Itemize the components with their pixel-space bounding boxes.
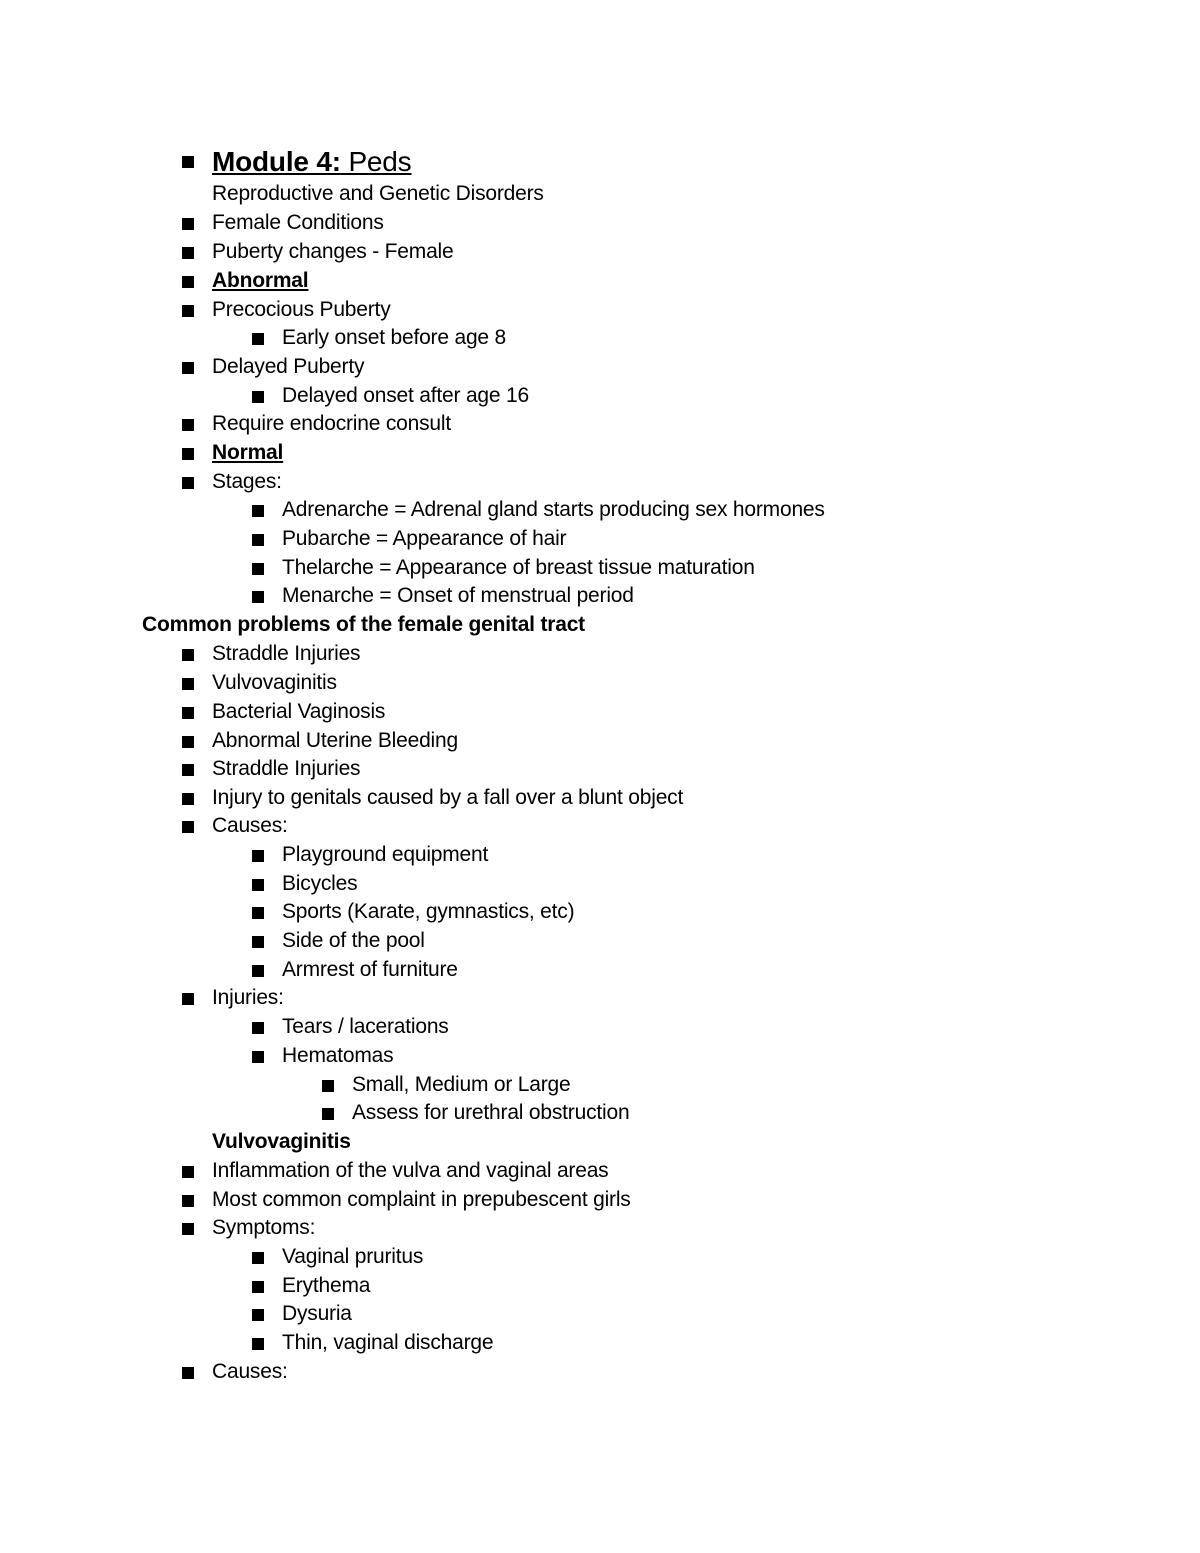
bullet-icon (252, 505, 264, 517)
list-item (212, 1214, 315, 1242)
list-item-text: Adrenarche = Adrenal gland starts producing sex hormones (282, 498, 825, 521)
bullet-icon (182, 448, 194, 460)
list-item (212, 410, 451, 438)
bullet-icon (252, 591, 264, 603)
bullet-icon (182, 793, 194, 805)
list-item (282, 1013, 449, 1041)
list-item-text: Delayed onset after age 16 (282, 384, 529, 407)
list-item-text: Vaginal pruritus (282, 1245, 424, 1268)
bullet-icon (182, 419, 194, 431)
list-item (282, 382, 529, 410)
list-item-text: Causes: (212, 1360, 288, 1383)
list-item-text: Tears / lacerations (282, 1015, 449, 1038)
list-item-text: Sports (Karate, gymnastics, etc) (282, 900, 575, 923)
list-item-text: Require endocrine consult (212, 412, 451, 435)
list-item (282, 1272, 370, 1300)
bullet-icon (182, 247, 194, 259)
list-item (282, 1042, 393, 1070)
list-item (352, 1071, 571, 1099)
list-item-text: Small, Medium or Large (352, 1073, 571, 1096)
bullet-icon (322, 1108, 334, 1120)
subtitle: Reproductive and Genetic Disorders (212, 182, 544, 205)
bullet-icon (182, 1195, 194, 1207)
bullet-icon (252, 1338, 264, 1350)
list-item-text: Delayed Puberty (212, 355, 365, 378)
module-title-topic: Peds (340, 146, 412, 177)
bullet-icon (252, 563, 264, 575)
list-item-text: Straddle Injuries (212, 757, 361, 780)
bullet-icon (182, 1367, 194, 1379)
bullet-icon (182, 1223, 194, 1235)
list-item (282, 898, 574, 926)
bullet-icon (252, 391, 264, 403)
bullet-icon (252, 333, 264, 345)
bullet-icon (252, 907, 264, 919)
bullet-icon (252, 1022, 264, 1034)
list-item (282, 1300, 352, 1328)
list-item (282, 525, 566, 553)
bullet-icon (182, 477, 194, 489)
list-item-text: Menarche = Onset of menstrual period (282, 584, 634, 607)
list-item (282, 324, 506, 352)
bullet-icon (322, 1080, 334, 1092)
list-item-text: Side of the pool (282, 929, 425, 952)
list-item (352, 1099, 629, 1127)
list-item (212, 468, 282, 496)
list-item (212, 1358, 288, 1386)
section-heading: Vulvovaginitis (212, 1130, 351, 1153)
list-item (282, 496, 825, 524)
list-item-text: Inflammation of the vulva and vaginal areas (212, 1159, 609, 1182)
list-item-text: Early onset before age 8 (282, 326, 507, 349)
list-item-text: Thelarche = Appearance of breast tissue maturation (282, 556, 755, 579)
bullet-icon (182, 276, 194, 288)
list-item (212, 755, 360, 783)
list-item (212, 209, 384, 237)
bullet-icon (182, 649, 194, 661)
section-heading: Common problems of the female genital tract (142, 613, 585, 636)
bullet-icon (252, 1051, 264, 1063)
list-item (212, 296, 391, 324)
list-item-text: Hematomas (282, 1044, 394, 1067)
list-item-text: Most common complaint in prepubescent girls (212, 1188, 631, 1211)
list-item (282, 956, 458, 984)
list-item-text: Bacterial Vaginosis (212, 700, 386, 723)
bullet-icon (182, 707, 194, 719)
list-item (212, 1157, 608, 1185)
list-item (212, 353, 364, 381)
list-item (282, 582, 634, 610)
list-item-text: Stages: (212, 470, 282, 493)
bullet-icon (252, 850, 264, 862)
module-title-number: Module 4: (212, 146, 341, 177)
list-item-text: Injury to genitals caused by a fall over a blunt object (212, 786, 684, 809)
list-item-text: Abnormal Uterine Bleeding (212, 729, 458, 752)
list-item-text: Injuries: (212, 986, 284, 1009)
list-item (282, 1243, 423, 1271)
list-item-text: Playground equipment (282, 843, 489, 866)
list-item (282, 841, 488, 869)
bullet-icon (182, 993, 194, 1005)
list-item-text: Dysuria (282, 1302, 352, 1325)
list-item-text: Erythema (282, 1274, 371, 1297)
module-title (212, 144, 411, 180)
list-item-text: Female Conditions (212, 211, 384, 234)
bullet-icon (252, 534, 264, 546)
list-item-text: Precocious Puberty (212, 298, 391, 321)
list-item-text: Symptoms: (212, 1216, 316, 1239)
list-item (212, 1186, 631, 1214)
list-item (212, 784, 683, 812)
list-item-text: Bicycles (282, 872, 358, 895)
list-item-text: Straddle Injuries (212, 642, 361, 665)
bullet-icon (182, 736, 194, 748)
list-item (212, 640, 360, 668)
normal-heading: Normal (212, 441, 284, 464)
list-item (212, 984, 284, 1012)
bullet-icon (182, 305, 194, 317)
list-item-text: Thin, vaginal discharge (282, 1331, 494, 1354)
list-item (212, 727, 458, 755)
bullet-icon (182, 156, 194, 168)
bullet-icon (252, 936, 264, 948)
list-item-text: Vulvovaginitis (212, 671, 337, 694)
list-item (212, 267, 308, 295)
list-item (282, 1329, 493, 1357)
list-item-text: Pubarche = Appearance of hair (282, 527, 567, 550)
bullet-icon (182, 218, 194, 230)
list-item (212, 439, 283, 467)
bullet-icon (182, 678, 194, 690)
list-item (282, 554, 755, 582)
list-item (212, 698, 385, 726)
bullet-icon (182, 362, 194, 374)
bullet-icon (252, 1281, 264, 1293)
bullet-icon (252, 1309, 264, 1321)
list-item (282, 927, 425, 955)
list-item-text: Assess for urethral obstruction (352, 1101, 630, 1124)
bullet-icon (182, 1166, 194, 1178)
list-item-text: Armrest of furniture (282, 958, 458, 981)
list-item-text: Puberty changes - Female (212, 240, 454, 263)
bullet-icon (182, 764, 194, 776)
bullet-icon (252, 965, 264, 977)
abnormal-heading: Abnormal (212, 269, 309, 292)
list-item (282, 870, 357, 898)
list-item (212, 238, 454, 266)
list-item (212, 669, 337, 697)
list-item (212, 812, 288, 840)
list-item-text: Causes: (212, 814, 288, 837)
bullet-icon (252, 879, 264, 891)
bullet-icon (182, 821, 194, 833)
bullet-icon (252, 1252, 264, 1264)
